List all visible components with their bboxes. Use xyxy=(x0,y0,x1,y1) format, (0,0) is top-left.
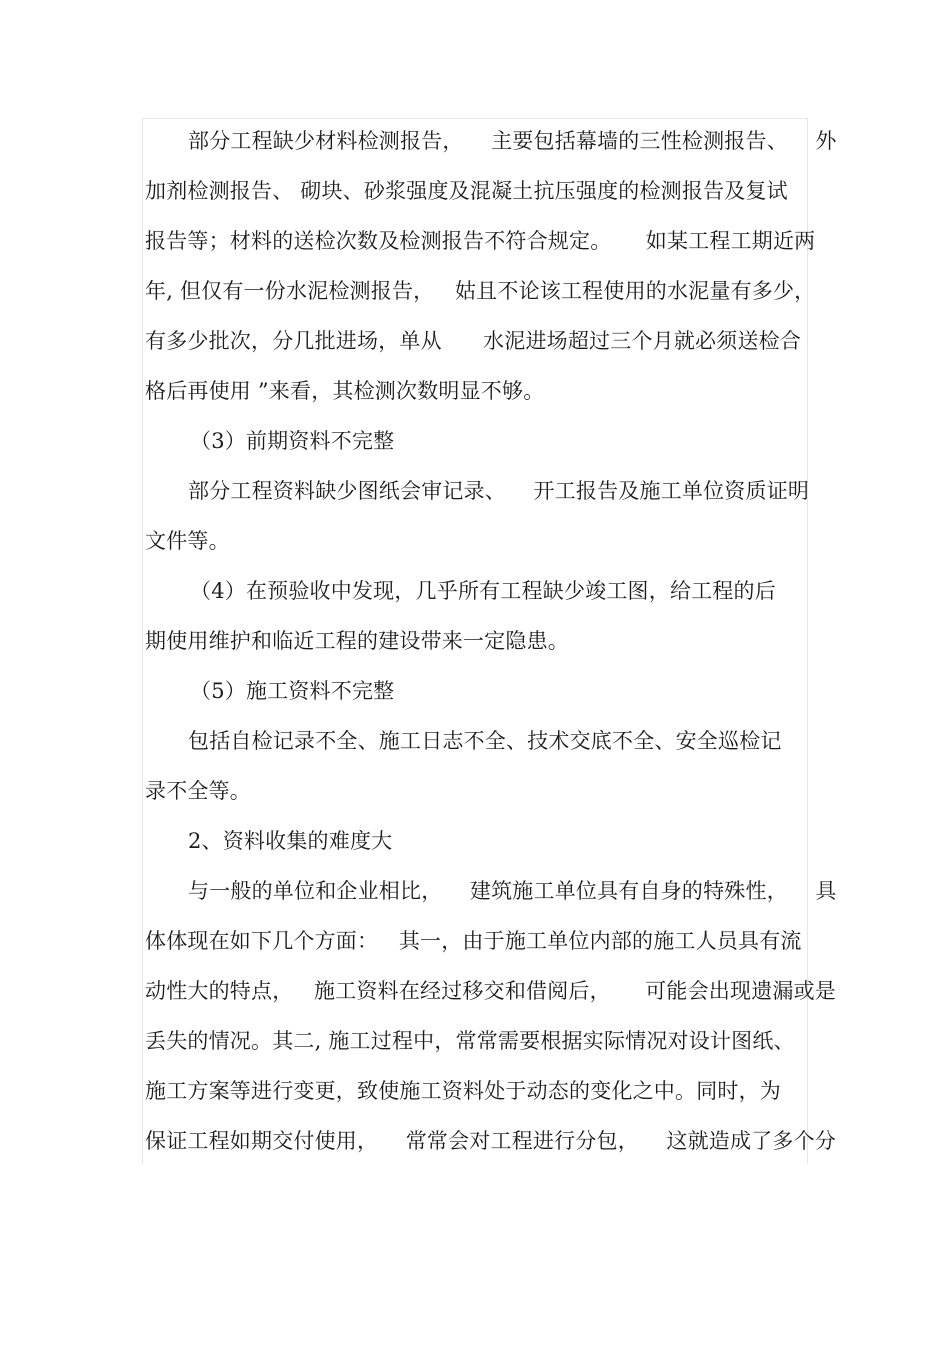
paragraph-line: 保证工程如期交付使用， 常常会对工程进行分包， 这就造成了多个分 xyxy=(145,1129,836,1153)
paragraph-line: 有多少批次，分几批进场，单从 水泥进场超过三个月就必须送检合 xyxy=(145,329,802,353)
paragraph-line: 部分工程缺少材料检测报告， 主要包括幕墙的三性检测报告、 外 xyxy=(188,129,837,153)
paragraph-line: 包括自检记录不全、施工日志不全、技术交底不全、安全巡检记 xyxy=(188,729,782,753)
paragraph-line: 体体现在如下几个方面： 其一，由于施工单位内部的施工人员具有流 xyxy=(145,929,802,953)
paragraph-line: （4）在预验收中发现，几乎所有工程缺少竣工图，给工程的后 xyxy=(190,579,776,603)
paragraph-line: 施工方案等进行变更，致使施工资料处于动态的变化之中。同时，为 xyxy=(145,1079,781,1103)
paragraph-line: 加剂检测报告、 砌块、砂浆强度及混凝土抗压强度的检测报告及复试 xyxy=(145,179,788,203)
section-heading: （3）前期资料不完整 xyxy=(190,429,395,453)
section-heading: （5）施工资料不完整 xyxy=(190,679,395,703)
paragraph-line: 部分工程资料缺少图纸会审记录、 开工报告及施工单位资质证明 xyxy=(188,479,810,503)
paragraph-line: 丢失的情况。其二, 施工过程中，常常需要根据实际情况对设计图纸、 xyxy=(145,1029,795,1053)
paragraph-line: 文件等。 xyxy=(145,529,230,553)
paragraph-line: 与一般的单位和企业相比， 建筑施工单位具有自身的特殊性， 具 xyxy=(188,879,837,903)
paragraph-line: 动性大的特点， 施工资料在经过移交和借阅后， 可能会出现遗漏或是 xyxy=(145,979,836,1003)
paragraph-line: 报告等；材料的送检次数及检测报告不符合规定。 如某工程工期近两 xyxy=(145,229,816,253)
paragraph-line: 录不全等。 xyxy=(145,779,251,803)
paragraph-line: 期使用维护和临近工程的建设带来一定隐患。 xyxy=(145,629,569,653)
paragraph-line: 年, 但仅有一份水泥检测报告， 姑且不论该工程使用的水泥量有多少， xyxy=(145,279,816,303)
paragraph-line: 格后再使用 ”来看，其检测次数明显不够。 xyxy=(145,379,545,403)
section-heading: 2、资料收集的难度大 xyxy=(188,829,393,853)
